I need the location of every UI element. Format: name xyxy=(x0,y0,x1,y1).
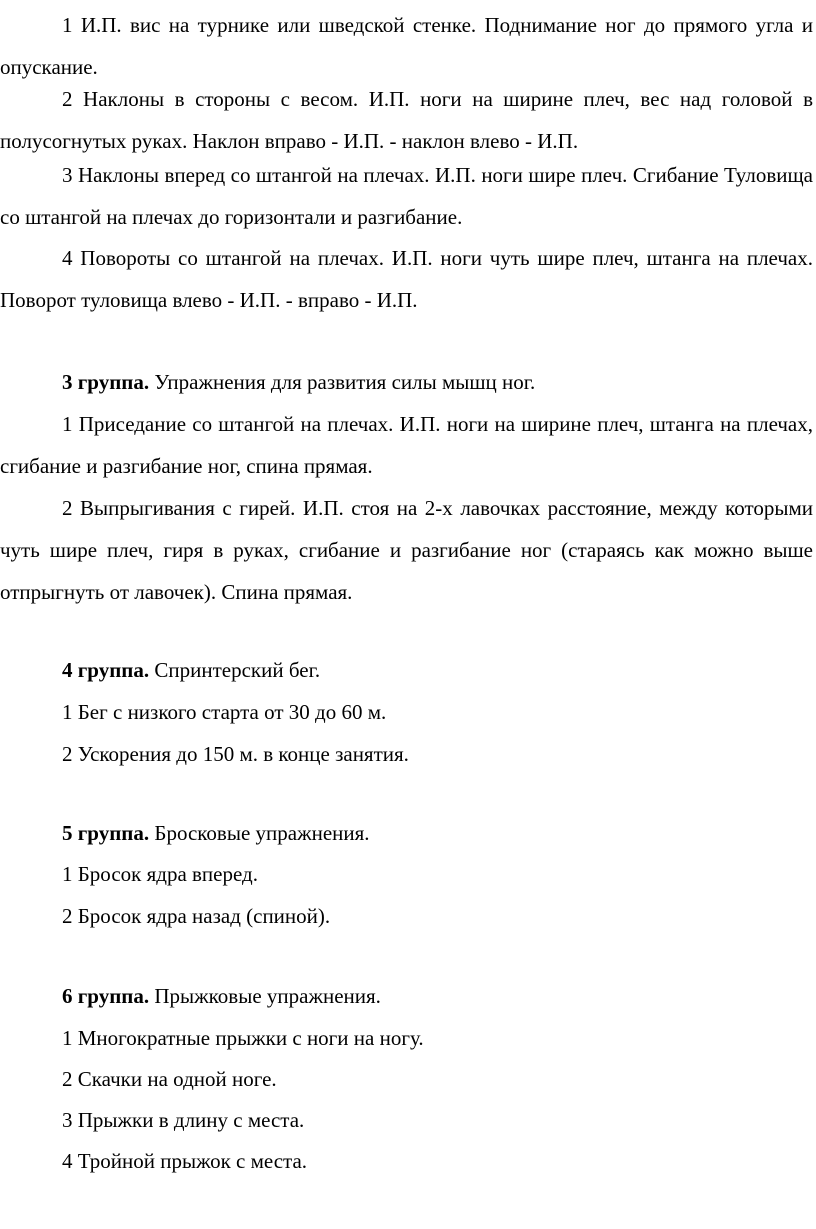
paragraph-item: 2 Выпрыгивания с гирей. И.П. стоя на 2-х лавочках расстояние, между которыми чуть шире плеч, гиря в руках, сгибание и разгибание ног (стараясь как можно выше отпрыгнуть от лавочек). Спина прямая. xyxy=(0,496,813,604)
list-item: 4 Тройной прыжок с места. xyxy=(62,1149,308,1173)
list-item: 1 Бросок ядра вперед. xyxy=(62,862,258,886)
group-heading-text: Бросковые упражнения. xyxy=(149,821,370,845)
paragraph-item: 3 Наклоны вперед со штангой на плечах. И.П. ноги шире плеч. Сгибание Туловища со штангой на плечах до горизонтали и разгибание. xyxy=(0,163,813,229)
group-heading xyxy=(62,812,370,854)
group-heading xyxy=(62,361,535,403)
group-heading xyxy=(62,975,381,1017)
group-heading-label: 4 группа. xyxy=(62,658,150,682)
list-item: 2 Скачки на одной ноге. xyxy=(62,1067,277,1091)
paragraph-item: 4 Повороты со штангой на плечах. И.П. ноги чуть шире плеч, штанга на плечах. Поворот туловища влево - И.П. - вправо - И.П. xyxy=(0,246,813,312)
group-heading-text: Упражнения для развития силы мышц ног. xyxy=(149,370,536,394)
list-item: 2 Бросок ядра назад (спиной). xyxy=(62,904,331,928)
paragraph-item: 2 Наклоны в стороны с весом. И.П. ноги на ширине плеч, вес над головой в полусогнутых руках. Наклон вправо - И.П. - наклон влево - И.П. xyxy=(0,87,813,153)
group-heading-text: Прыжковые упражнения. xyxy=(149,984,381,1008)
group-heading-text: Спринтерский бег. xyxy=(149,658,321,682)
list-item: 1 Многократные прыжки с ноги на ногу. xyxy=(62,1026,424,1050)
list-item: 2 Ускорения до 150 м. в конце занятия. xyxy=(62,742,409,766)
list-item: 3 Прыжки в длину с места. xyxy=(62,1108,305,1132)
group-heading-label: 6 группа. xyxy=(62,984,150,1008)
group-heading xyxy=(62,649,320,691)
paragraph-item: 1 И.П. вис на турнике или шведской стенке. Поднимание ног до прямого угла и опускание. xyxy=(0,13,813,79)
list-item: 1 Бег с низкого старта от 30 до 60 м. xyxy=(62,700,387,724)
group-heading-label: 5 группа. xyxy=(62,821,150,845)
group-heading-label: 3 группа. xyxy=(62,370,150,394)
paragraph-item: 1 Приседание со штангой на плечах. И.П. ноги на ширине плеч, штанга на плечах, сгибание и разгибание ног, спина прямая. xyxy=(0,412,813,478)
